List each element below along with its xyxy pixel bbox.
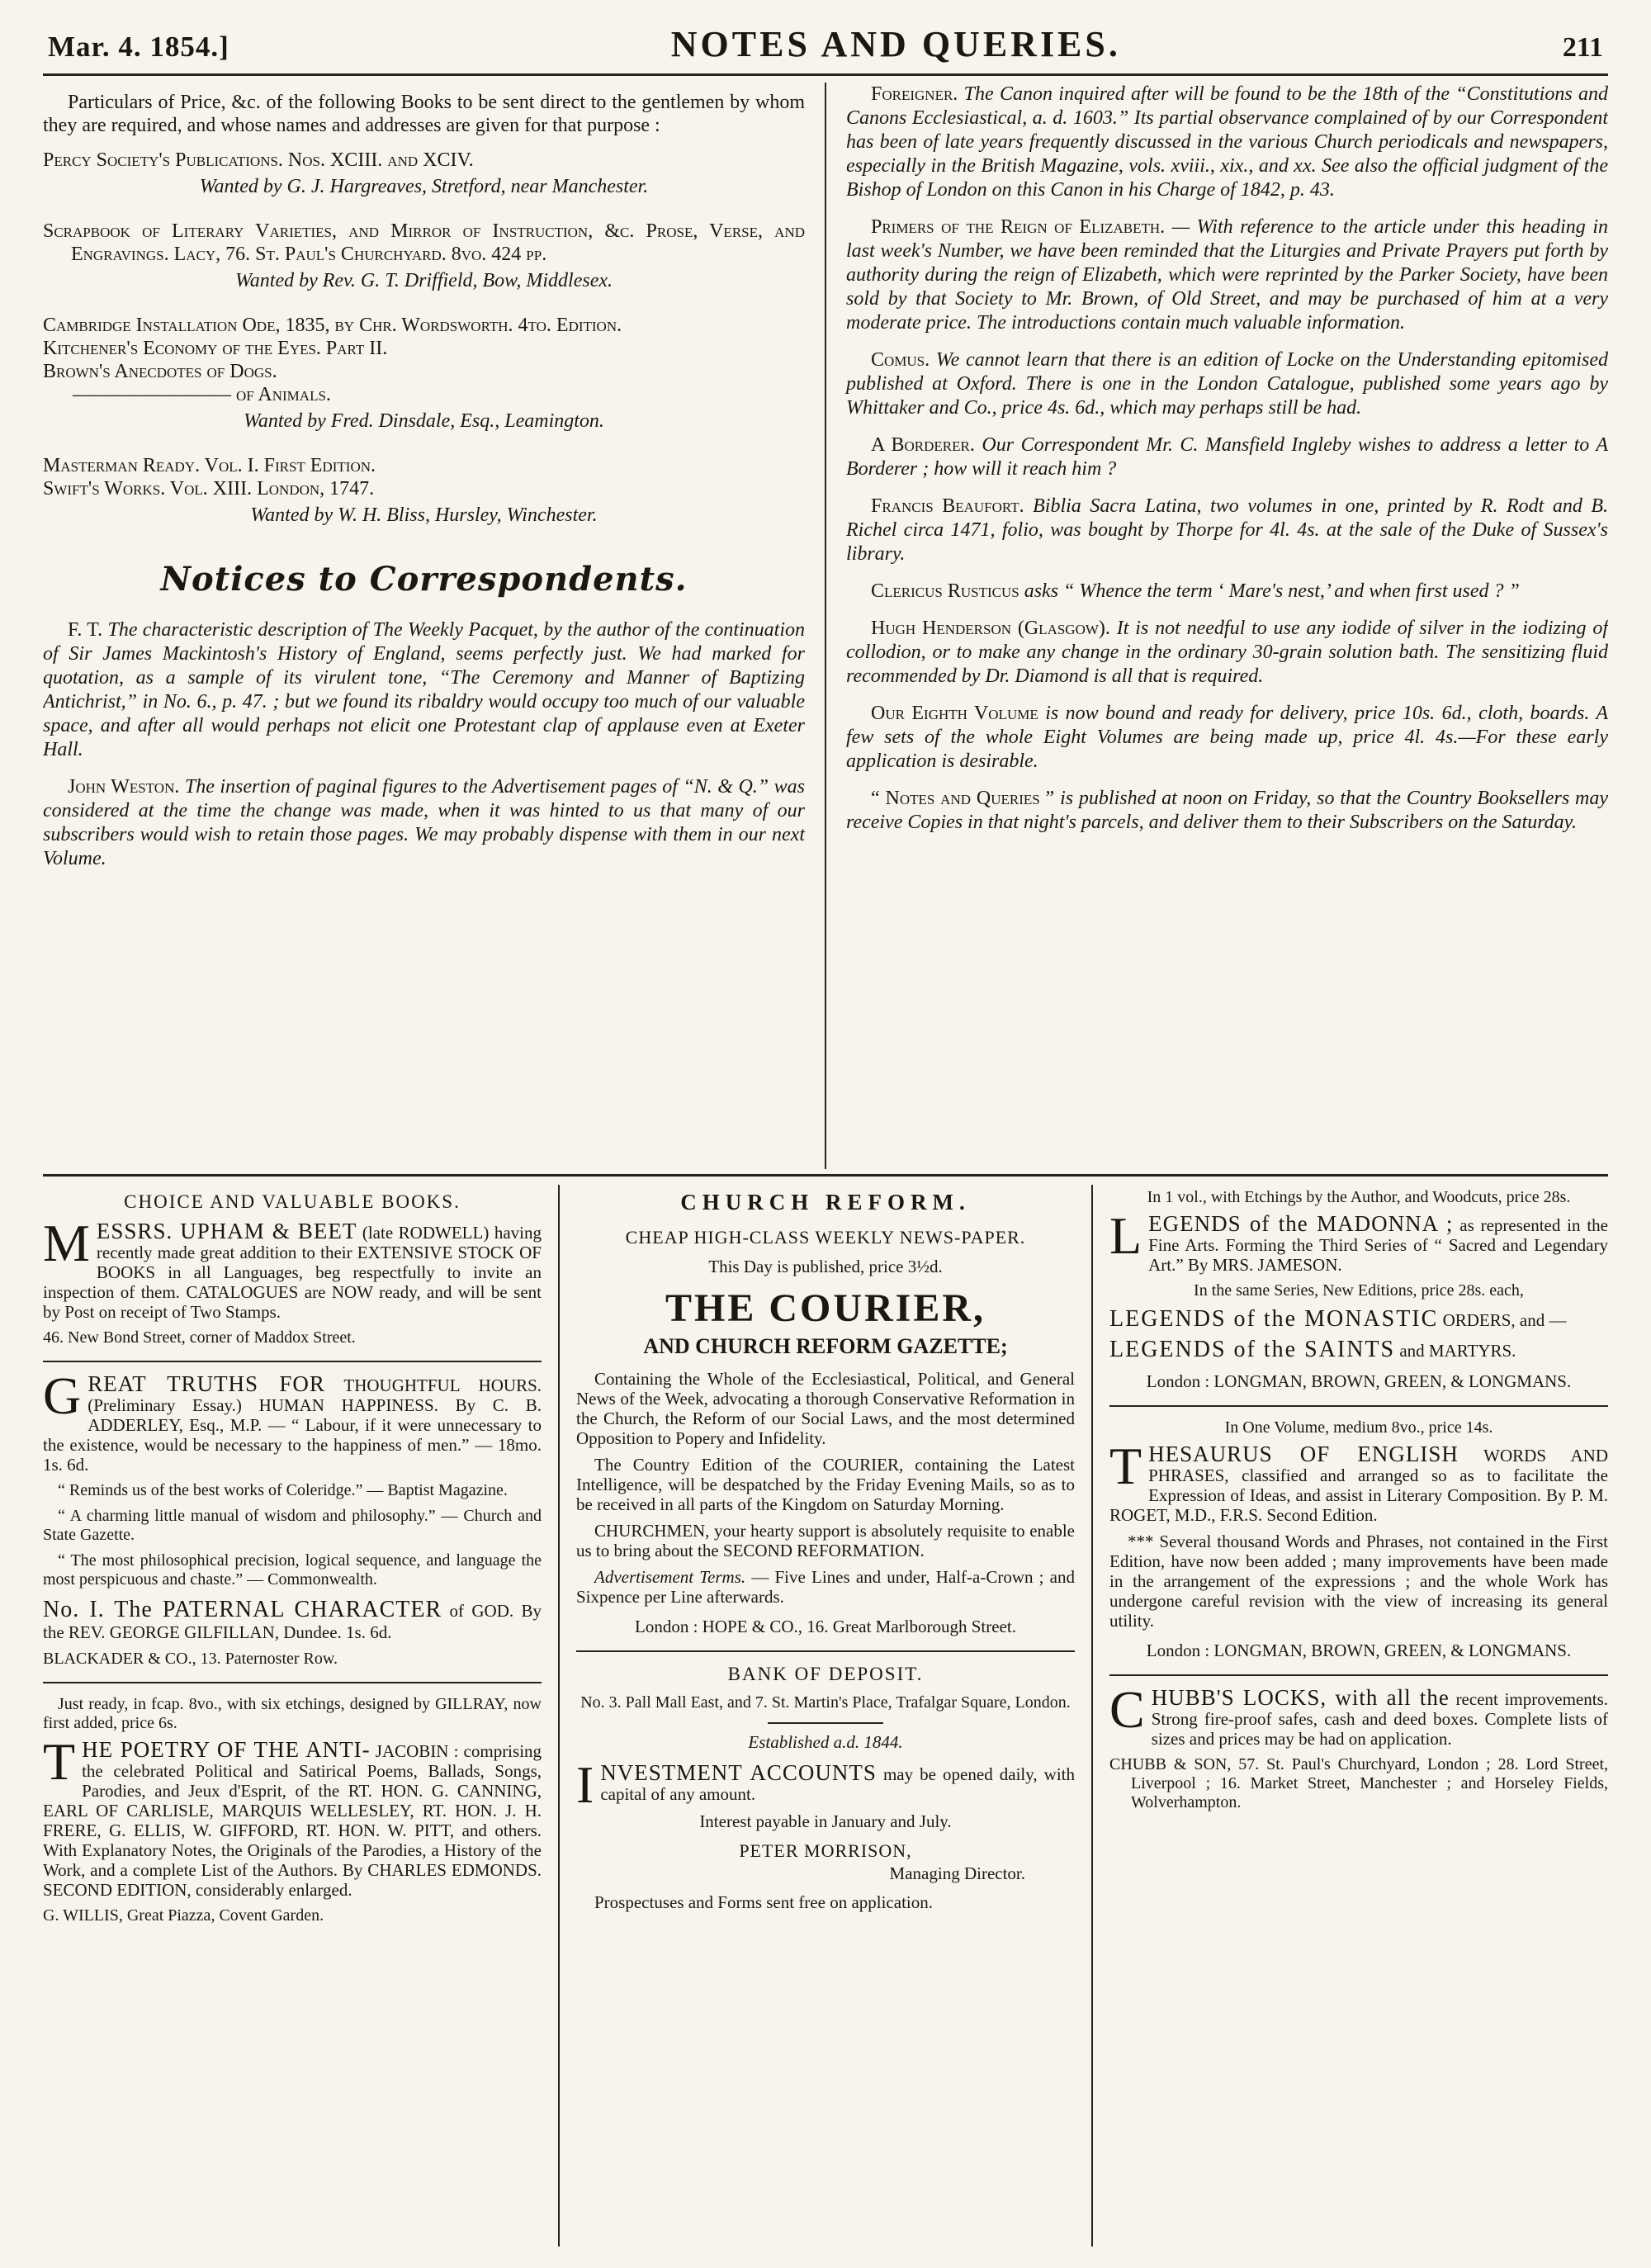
established-line: Established a.d. 1844.	[748, 1732, 903, 1752]
ad-text: (late RODWELL) having recently made great addition to their EXTENSIVE STOCK OF BOOKS in all Languages, beg respectfully to invite an inspection of them. CATALOGUES are NOW ready, and will be sent by Post on receipt of Two Stamps.	[43, 1223, 542, 1322]
short-rule	[768, 1722, 883, 1724]
ad-note: *** Several thousand Words and Phrases, not contained in the First Edition, have now been added ; many improvements have been made in the arrangement of the expressions ; and the whole Work has undergone careful revision with the view of increasing its general utility.	[1109, 1532, 1608, 1631]
review-quote: “ The most philosophical precision, logical sequence, and language the most perspicuous and chaste.” — Commonwealth.	[43, 1551, 542, 1589]
correspondent-name: “ Notes and Queries ”	[871, 788, 1055, 809]
review-quote: “ Reminds us of the best works of Coleridge.” — Baptist Magazine.	[58, 1481, 508, 1499]
correspondent-name: Hugh Henderson (Glasgow).	[871, 618, 1110, 639]
notice-item	[43, 775, 805, 871]
review-quote: “ A charming little manual of wisdom and philosophy.” — Church and State Gazette.	[43, 1507, 542, 1544]
left-column	[43, 83, 825, 1169]
ad-footer: Prospectuses and Forms sent free on application.	[594, 1892, 933, 1912]
book-title-line: Cambridge Installation Ode, 1835, by Chr. Wordsworth. 4to. Edition.	[43, 315, 622, 336]
ad-paragraph: The Country Edition of the COURIER, containing the Latest Intelligence, will be despatched by the Friday Evening Mails, so as to be received in all parts of the Kingdom on Saturday Morning.	[576, 1455, 1075, 1514]
ad-body	[1109, 1680, 1608, 1749]
ad-lead: HESAURUS OF ENGLISH	[1148, 1442, 1459, 1466]
ad-courier	[576, 1190, 1075, 1637]
ads-column-middle	[560, 1185, 1091, 2247]
ad-subheading: CHEAP HIGH-CLASS WEEKLY NEWS-PAPER.	[625, 1227, 1026, 1248]
notice-item	[43, 618, 805, 762]
ad-subitem	[43, 1599, 542, 1643]
ad-publisher: BLACKADER & CO., 13. Paternoster Row.	[43, 1650, 338, 1668]
answer-item	[846, 702, 1608, 774]
editor-reply: asks “ Whence the term ‘ Mare's nest,’ and when first used ? ”	[1024, 580, 1520, 602]
dropcap-letter: L	[1109, 1206, 1142, 1265]
book-title-line: ———————— of Animals.	[73, 384, 331, 405]
wanted-by-line: Wanted by Fred. Dinsdale, Esq., Leamington.	[244, 410, 604, 432]
book-title-line: Kitchener's Economy of the Eyes. Part II.	[43, 338, 388, 359]
answer-item	[846, 617, 1608, 689]
answer-item	[846, 495, 1608, 566]
dropcap-letter: T	[1109, 1437, 1142, 1495]
book-title-line: Swift's Works. Vol. XIII. London, 1747.	[43, 478, 375, 500]
dropcap-letter: C	[1109, 1680, 1145, 1739]
book-title-line: Percy Society's Publications. Nos. XCIII. and XCIV.	[43, 149, 474, 171]
ad-address: No. 3. Pall Mall East, and 7. St. Martin's Place, Trafalgar Square, London.	[580, 1693, 1071, 1712]
book-title-line: Masterman Ready. Vol. I. First Edition.	[43, 455, 376, 476]
wanted-by-line: Wanted by W. H. Bliss, Hursley, Winchester.	[250, 504, 598, 526]
ad-address: CHUBB & SON, 57. St. Paul's Churchyard, London ; 28. Lord Street, Liverpool ; 16. Market Street, Manchester ; and Horseley Fields, Wolverhampton.	[1109, 1755, 1608, 1811]
ad-lead: EGENDS of the MADONNA ;	[1148, 1211, 1454, 1236]
ad-publisher: London : HOPE & CO., 16. Great Marlborough Street.	[635, 1617, 1016, 1636]
ad-publisher: G. WILLIS, Great Piazza, Covent Garden.	[43, 1906, 324, 1925]
ad-heading: BANK OF DEPOSIT.	[727, 1664, 924, 1684]
interest-line: Interest payable in January and July.	[699, 1811, 952, 1831]
ad-bank-of-deposit	[576, 1664, 1075, 1912]
editor-reply: Biblia Sacra Latina, two volumes in one, printed by R. Rodt and B. Richel circa 1471, folio, was bought by Thorpe for 4l. 4s. at the sale of the Duke of Sussex's library.	[846, 495, 1608, 565]
section-divider-rule	[43, 1174, 1608, 1177]
ad-lead: REAT TRUTHS FOR	[88, 1371, 325, 1396]
ad-body	[43, 1214, 542, 1322]
dropcap-letter: T	[43, 1732, 76, 1791]
correspondent-name: Francis Beaufort.	[871, 495, 1024, 517]
correspondent-name: A Borderer.	[871, 434, 975, 456]
ad-lead: LEGENDS of the MONASTIC	[1109, 1306, 1439, 1332]
ad-body	[43, 1366, 542, 1475]
page-number: 211	[1562, 32, 1603, 63]
ad-text: as represented in the Fine Arts. Forming the Third Series of “ Sacred and Legendary Art.” By MRS. JAMESON.	[1148, 1215, 1608, 1275]
answer-item	[846, 83, 1608, 202]
ad-publisher: London : LONGMAN, BROWN, GREEN, & LONGMANS.	[1146, 1641, 1572, 1660]
ad-lead: No. I. The PATERNAL CHARACTER	[43, 1597, 442, 1622]
ad-lead: ESSRS. UPHAM & BEET	[96, 1219, 357, 1243]
correspondent-name: John Weston.	[68, 776, 180, 798]
ad-lead: HE POETRY OF THE ANTI-	[82, 1737, 371, 1762]
ad-subitem	[1109, 1306, 1608, 1332]
ad-body	[1109, 1437, 1608, 1525]
dropcap-letter: M	[43, 1214, 90, 1272]
editor-reply: The characteristic description of The Weekly Pacquet, by the author of the continuation of Sir James Mackintosh's History of England, seems perfectly just. We had marked for quotation, as a sample of its virulent tone, “The Ceremony and Manner of Baptizing Antichrist,” in No. 6., p. 47. ; but we found its ribaldry would occupy too much of our valuable space, and after all would perhaps not elicit one Protestant clap of applause even at Exeter Hall.	[43, 619, 806, 760]
ad-intro: In 1 vol., with Etchings by the Author, and Woodcuts, price 28s.	[1147, 1188, 1571, 1206]
ad-paragraph: CHURCHMEN, your hearty support is absolutely requisite to enable us to bring about the SECOND REFORMATION.	[576, 1521, 1075, 1560]
books-wanted-intro: Particulars of Price, &c. of the following Books to be sent direct to the gentlemen by whom they are required, and whose names and addresses are given for that purpose :	[43, 92, 805, 136]
ad-divider-rule	[43, 1361, 542, 1362]
signatory-name: PETER MORRISON,	[739, 1840, 912, 1861]
ad-lead: LEGENDS of the SAINTS	[1109, 1337, 1396, 1362]
book-entry	[43, 220, 805, 292]
correspondent-name: Comus.	[871, 349, 930, 371]
masthead	[43, 20, 1608, 67]
ad-subitem	[1109, 1339, 1608, 1361]
right-column	[826, 83, 1608, 1169]
ad-heading: CHOICE AND VALUABLE BOOKS.	[124, 1191, 461, 1212]
ad-divider-rule	[43, 1682, 542, 1683]
answer-item	[846, 433, 1608, 481]
editor-reply: is published at noon on Friday, so that the Country Booksellers may receive Copies in that night's parcels, and deliver them to their Subscribers on the Saturday.	[846, 788, 1608, 833]
ad-text: ORDERS, and —	[1442, 1310, 1567, 1330]
series-note: In the same Series, New Editions, price 28s. each,	[1194, 1281, 1524, 1300]
editor-reply: We cannot learn that there is an edition of Locke on the Understanding epitomised published at Oxford. There is one in the London Catalogue, published some years ago by Whittaker and Co., price 4s. 6d., which may perhaps still be had.	[846, 349, 1608, 419]
ad-lead: NVESTMENT ACCOUNTS	[600, 1760, 877, 1785]
editor-reply: The insertion of paginal figures to the Advertisement pages of “N. & Q.” was considered at the time the change was made, when it was hinted to us that many of our subscribers would wish to retain those pages. We may probably dispense with them in our next Volume.	[43, 776, 806, 869]
ad-intro: In One Volume, medium 8vo., price 14s.	[1224, 1418, 1493, 1437]
ad-lead: HUBB'S LOCKS, with all the	[1151, 1685, 1450, 1710]
ad-great-truths	[43, 1366, 542, 1669]
ad-text: THOUGHTFUL HOURS. (Preliminary Essay.) HUMAN HAPPINESS. By C. B. ADDERLEY, Esq., M.P. — “ Labour, if it were unnecessary to the existence, would be necessary to the happiness of men.” — 18mo. 1s. 6d.	[43, 1375, 542, 1475]
ad-legends-madonna	[1109, 1188, 1608, 1392]
ad-divider-rule	[1109, 1405, 1608, 1407]
book-entry	[43, 454, 805, 527]
ad-title: THE COURIER,	[665, 1286, 986, 1330]
ad-text: WORDS AND PHRASES, classified and arranged so as to facilitate the Expression of Ideas, and assist in Literary Composition. By P. M. ROGET, M.D., F.R.S. Second Edition.	[1109, 1446, 1608, 1525]
ad-text: recent improvements. Strong fire-proof safes, cash and deed boxes. Complete lists of sizes and prices may be had on application.	[1151, 1689, 1608, 1749]
answer-item	[846, 215, 1608, 335]
answer-item	[846, 348, 1608, 420]
signatory-title: Managing Director.	[889, 1863, 1025, 1883]
ad-terms	[576, 1567, 1075, 1607]
dropcap-letter: I	[576, 1755, 594, 1814]
ad-text: of GOD. By the REV. GEORGE GILFILLAN, Dundee. 1s. 6d.	[43, 1601, 542, 1642]
correspondent-name: Primers of the Reign of Elizabeth.	[871, 216, 1166, 238]
editor-reply: — With reference to the article under this heading in last week's Number, we have been reminded that the Liturgies and Private Prayers put forth by authority during the reign of Elizabeth, which were reprinted by the Parker Society, have been sold by that Society to Mr. Brown, of Old Street, and may be purchased of him at a very moderate price. The introductions contain much valuable information.	[846, 216, 1608, 334]
answer-item	[846, 580, 1608, 604]
wanted-by-line: Wanted by Rev. G. T. Driffield, Bow, Middlesex.	[234, 270, 613, 291]
correspondent-name: Clericus Rusticus	[871, 580, 1019, 602]
notices-to-correspondents-heading: Notices to Correspondents.	[160, 560, 688, 599]
ad-publisher: London : LONGMAN, BROWN, GREEN, & LONGMANS.	[1146, 1371, 1572, 1391]
masthead-rule	[43, 73, 1608, 76]
ad-text: may be opened daily, with capital of any amount.	[600, 1764, 1076, 1804]
ad-address: 46. New Bond Street, corner of Maddox Street.	[43, 1328, 356, 1347]
ad-upham-beet	[43, 1191, 542, 1347]
ad-intro: Just ready, in fcap. 8vo., with six etchings, designed by GILLRAY, now first added, price 6s.	[43, 1695, 542, 1732]
editor-reply: The Canon inquired after will be found to be the 18th of the “Constitutions and Canons Ecclesiastical, a. d. 1603.” Its partial observance complained of by our Correspondent has been of late years frequently discussed in the various Church periodicals and newspapers, especially in the British Magazine, vols. xviii., xix., and xx. See also the official judgment of the Bishop of London on this Canon in his Charge of 1842, p. 43.	[846, 83, 1608, 201]
ads-column-left	[43, 1185, 558, 2247]
terms-text: — Five Lines and under, Half-a-Crown ; and Sixpence per Line afterwards.	[576, 1567, 1075, 1607]
correspondence-section	[43, 83, 1608, 1169]
wanted-by-line: Wanted by G. J. Hargreaves, Stretford, near Manchester.	[199, 176, 649, 197]
ad-subtitle: AND CHURCH REFORM GAZETTE;	[643, 1334, 1008, 1358]
book-entry	[43, 314, 805, 433]
book-title-line: Scrapbook of Literary Varieties, and Mirror of Instruction, &c. Prose, Verse, and Engravings. Lacy, 76. St. Paul's Churchyard. 8vo. 424 pp.	[43, 220, 805, 265]
ad-chubb-locks	[1109, 1680, 1608, 1812]
editor-reply: is now bound and ready for delivery, price 10s. 6d., cloth, boards. A few sets of the whole Eight Volumes are being made up, price 4l. 4s.—For these early application is desirable.	[846, 703, 1608, 772]
ad-anti-jacobin	[43, 1695, 542, 1925]
book-entry	[43, 149, 805, 198]
terms-label: Advertisement Terms.	[594, 1567, 746, 1587]
answer-item	[846, 787, 1608, 835]
advertisements-section	[43, 1185, 1608, 2247]
ad-body	[1109, 1206, 1608, 1275]
ad-body	[576, 1755, 1076, 1814]
ad-divider-rule	[1109, 1674, 1608, 1676]
dropcap-letter: G	[43, 1366, 82, 1425]
publish-line: This Day is published, price 3½d.	[708, 1257, 943, 1276]
ad-heading: CHURCH REFORM.	[680, 1190, 971, 1214]
ad-thesaurus	[1109, 1418, 1608, 1661]
book-title-line: Brown's Anecdotes of Dogs.	[43, 361, 277, 382]
correspondent-name: Foreigner.	[871, 83, 958, 105]
issue-date: Mar. 4. 1854.]	[48, 31, 229, 63]
ad-paragraph: Containing the Whole of the Ecclesiastical, Political, and General News of the Week, advocating a thorough Conservative Reformation in the Church, the Reform of our Social Laws, and the most determined Opposition to Popery and Infidelity.	[576, 1369, 1075, 1448]
ad-divider-rule	[576, 1650, 1075, 1652]
ad-text: JACOBIN : comprising the celebrated Political and Satirical Poems, Ballads, Songs, Parodies, and Jeux d'Esprit, of the RT. HON. G. CANNING, EARL OF CARLISLE, MARQUIS WELLESLEY, RT. HON. J. H. FRERE, G. ELLIS, W. GIFFORD, RT. HON. W. PITT, and others. With Explanatory Notes, the Originals of the Parodies, a History of the Work, and a complete List of the Authors. By CHARLES EDMONDS. SECOND EDITION, considerably enlarged.	[43, 1741, 542, 1900]
editor-reply: Our Correspondent Mr. C. Mansfield Ingleby wishes to address a letter to A Borderer ; how will it reach him ?	[846, 434, 1608, 480]
editor-reply: It is not needful to use any iodide of silver in the iodizing of collodion, or to make any change in the ordinary 30-grain solution bath. The sensitizing fluid recommended by Dr. Diamond is all that is required.	[846, 618, 1608, 687]
ad-text: and MARTYRS.	[1399, 1341, 1516, 1361]
page-title: NOTES AND QUERIES.	[670, 24, 1121, 64]
ad-body	[43, 1732, 542, 1900]
correspondent-name: Our Eighth Volume	[871, 703, 1038, 724]
correspondent-name: F. T.	[68, 619, 103, 641]
ads-column-right	[1093, 1185, 1608, 2247]
